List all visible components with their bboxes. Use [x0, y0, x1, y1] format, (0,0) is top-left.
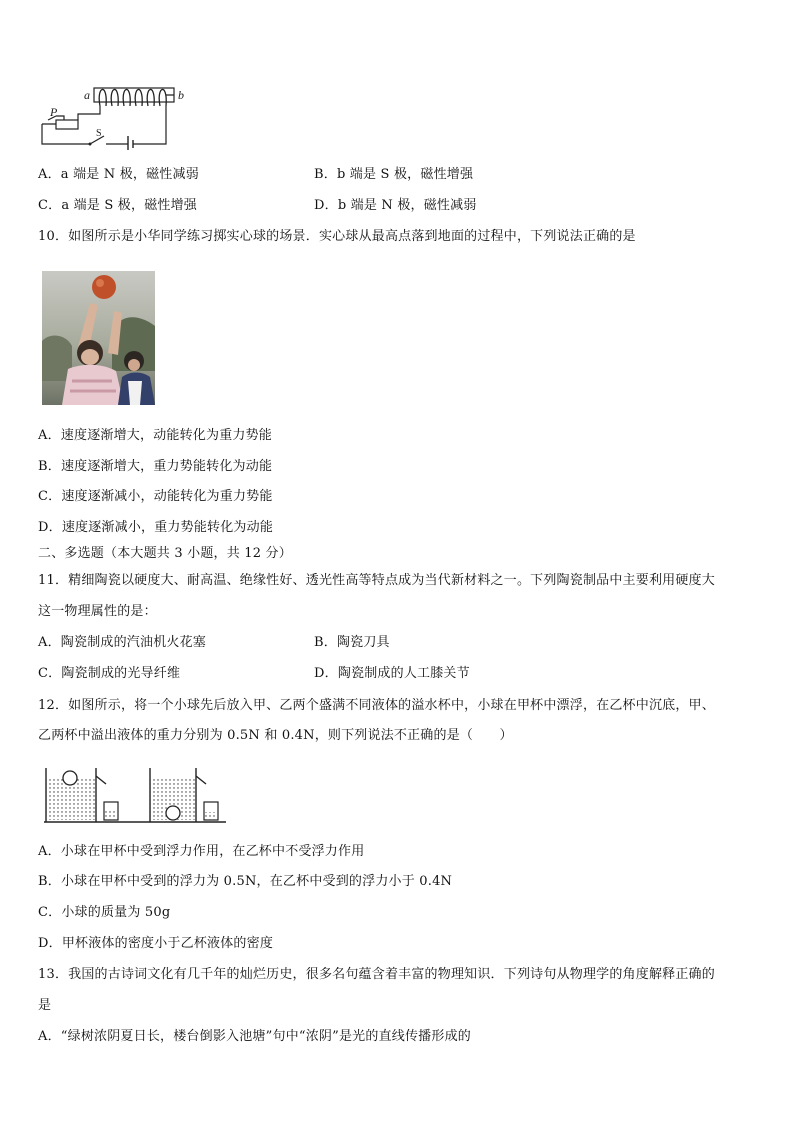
solenoid-circuit-diagram: [38, 80, 198, 152]
q10-option-a: A．速度逐渐增大，动能转化为重力势能: [38, 428, 272, 443]
q12-option-b: B．小球在甲杯中受到的浮力为 0.5N，在乙杯中受到的浮力小于 0.4N: [38, 874, 453, 889]
q12-option-d: D．甲杯液体的密度小于乙杯液体的密度: [38, 936, 274, 951]
q9-option-c: C．a 端是 S 极，磁性增强: [38, 198, 198, 213]
q9-option-a: A．a 端是 N 极，磁性减弱: [38, 167, 199, 182]
q12-stem-line1: 12．如图所示，将一个小球先后放入甲、乙两个盛满不同液体的溢水杯中，小球在甲杯中漂浮，在乙杯中沉底，甲、: [38, 698, 715, 713]
q12-stem-line2: 乙两杯中溢出液体的重力分别为 0.5N 和 0.4N，则下列说法不正确的是（ ）: [38, 728, 513, 743]
label-b: b: [178, 88, 184, 102]
q11-option-b: B．陶瓷刀具: [314, 635, 390, 650]
shot-put-photo: [42, 271, 155, 405]
q11-stem-line1: 11．精细陶瓷以硬度大、耐高温、绝缘性好、透光性高等特点成为当代新材料之一。下列陶瓷制品中主要利用硬度大: [38, 573, 715, 588]
q10-option-c: C．速度逐渐减小，动能转化为重力势能: [38, 489, 273, 504]
label-a: a: [84, 88, 90, 102]
q10-option-b: B．速度逐渐增大，重力势能转化为动能: [38, 459, 273, 474]
q9-option-b: B．b 端是 S 极，磁性增强: [314, 167, 474, 182]
q11-option-c: C．陶瓷制成的光导纤维: [38, 666, 181, 681]
q11-option-d: D．陶瓷制成的人工膝关节: [314, 666, 470, 681]
q11-stem-line2: 这一物理属性的是：: [38, 604, 157, 619]
label-p: P: [50, 105, 58, 119]
q12-option-c: C．小球的质量为 50g: [38, 905, 171, 920]
q10-stem: 10．如图所示是小华同学练习掷实心球的场景．实心球从最高点落到地面的过程中，下列说法正确的是: [38, 229, 636, 244]
overflow-cups-diagram: [40, 762, 230, 828]
section-heading: 二、多选题（本大题共 3 小题，共 12 分）: [38, 546, 292, 561]
q13-stem-line2: 是: [38, 998, 52, 1013]
label-s: S: [96, 128, 102, 139]
q10-option-d: D．速度逐渐减小，重力势能转化为动能: [38, 520, 274, 535]
q12-option-a: A．小球在甲杯中受到浮力作用，在乙杯中不受浮力作用: [38, 844, 365, 859]
q9-option-d: D．b 端是 N 极，磁性减弱: [314, 198, 477, 213]
q13-stem-line1: 13．我国的古诗词文化有几千年的灿烂历史，很多名句蕴含着丰富的物理知识．下列诗句从物理学的角度解释正确的: [38, 967, 715, 982]
q11-option-a: A．陶瓷制成的汽油机火花塞: [38, 635, 206, 650]
q13-option-a: A．“绿树浓阴夏日长，楼台倒影入池塘”句中“浓阴”是光的直线传播形成的: [38, 1029, 471, 1044]
